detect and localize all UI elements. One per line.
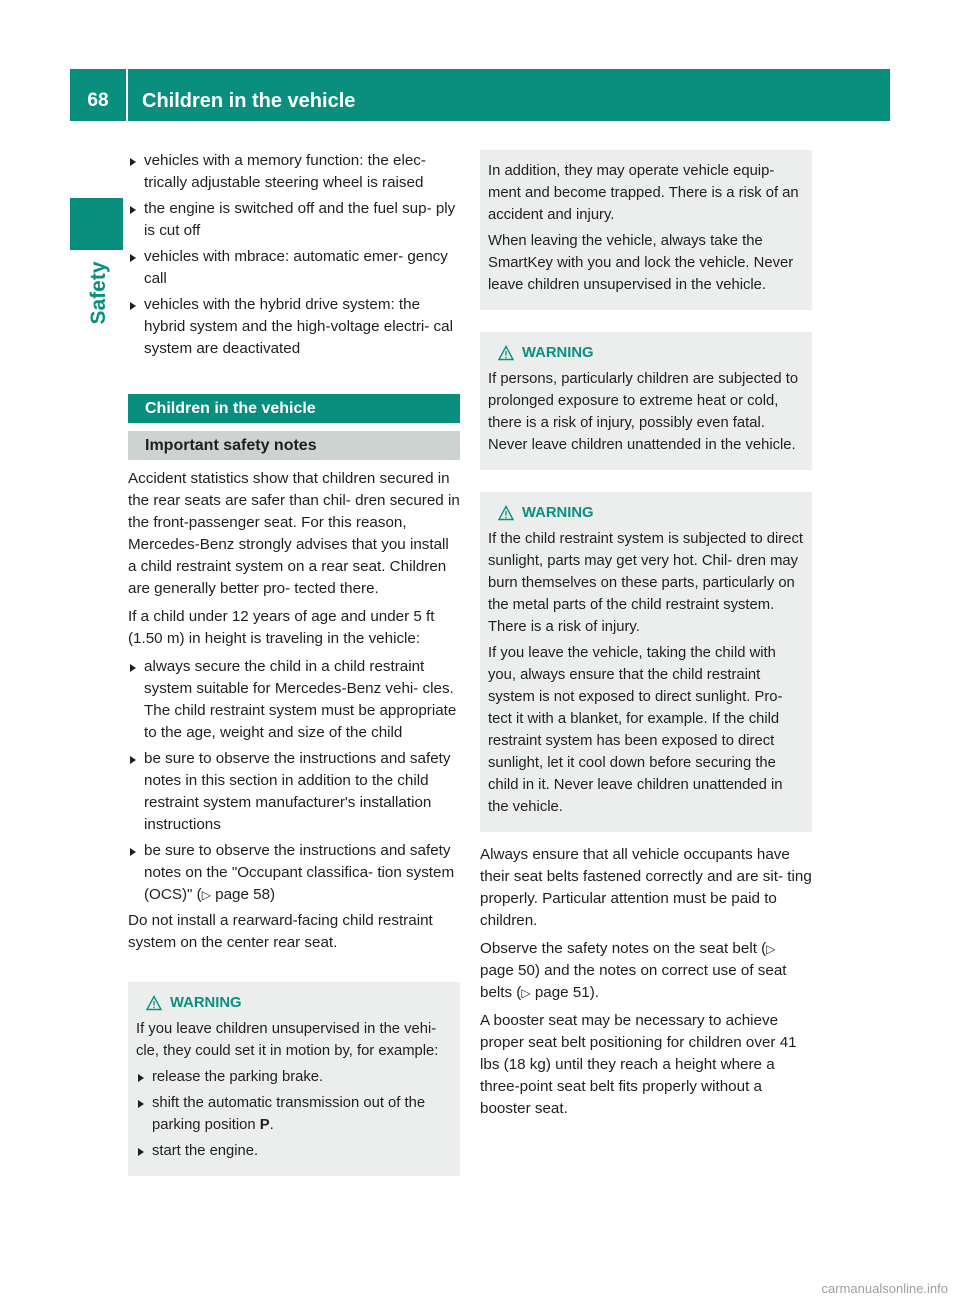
list-item: vehicles with mbrace: automatic emer- gency call xyxy=(128,246,460,290)
subsection-heading: Important safety notes xyxy=(128,431,460,460)
warning-triangle-icon xyxy=(146,995,162,1011)
warning-title: WARNING xyxy=(522,505,594,521)
side-section-label xyxy=(84,258,114,328)
warning-heading xyxy=(488,342,804,364)
side-tab-marker xyxy=(70,198,123,250)
warning-heading xyxy=(488,502,804,524)
warning-box xyxy=(480,492,812,832)
list-item: vehicles with the hybrid drive system: the hybrid system and the high-voltage electri- cal system are deactivated xyxy=(128,294,460,360)
body-text: Observe the safety notes on the seat belt ( xyxy=(480,940,767,957)
list-item xyxy=(128,840,460,906)
body-text: page 50) and the notes on correct use of seat belts ( xyxy=(480,962,787,1001)
body-text: page 51). xyxy=(530,984,599,1001)
list-item xyxy=(136,1092,452,1136)
body-paragraph: Accident statistics show that children secured in the rear seats are safer than chil- dren secured in the front-passenger seat. For this reason, Mercedes-Benz strongly advises that you install a child restraint system on a rear seat. Children are generally better pro- tected there. xyxy=(128,470,460,597)
body-paragraph: If a child under 12 years of age and under 5 ft (1.50 m) in height is traveling in the vehicle: xyxy=(128,608,435,647)
left-column xyxy=(128,150,460,1176)
header-title: Children in the vehicle xyxy=(142,90,356,112)
body-paragraph: Do not install a rearward-facing child restraint system on the center rear seat. xyxy=(128,912,433,951)
body-paragraph: Always ensure that all vehicle occupants have their seat belts fastened correctly and are sit- ting properly. Particular attention must be paid to children. xyxy=(480,846,812,929)
warning-text: If the child restraint system is subjected to direct sunlight, parts may get very hot. Chil- dren may burn themselves on these parts, particularly on the metal parts of the child restraint system. There is a risk of injury. xyxy=(488,531,803,635)
safety-bullet-list xyxy=(128,656,460,906)
body-paragraph: A booster seat may be necessary to achieve proper seat belt positioning for children over 41 lbs (18 kg) until they reach a height where a three-point seat belt fits properly without a booster seat. xyxy=(480,1012,797,1117)
list-item-text: . xyxy=(269,1117,274,1133)
warning-title: WARNING xyxy=(170,995,242,1011)
list-item: vehicles with a memory function: the elec- trically adjustable steering wheel is raised xyxy=(128,150,460,194)
section-heading: Children in the vehicle xyxy=(128,394,460,423)
warning-text: In addition, they may operate vehicle equip- ment and become trapped. There is a risk of an accident and injury. xyxy=(488,163,799,223)
page-reference-triangle-icon: ▷ xyxy=(201,888,211,902)
top-bullet-list xyxy=(128,150,460,360)
list-item-text: shift the automatic transmission out of the parking position xyxy=(152,1095,426,1133)
warning-text: When leaving the vehicle, always take the SmartKey with you and lock the vehicle. Never leave children unsupervised in the vehicle. xyxy=(488,233,794,293)
list-item: be sure to observe the instructions and safety notes in this section in addition to the child restraint system manufacturer's installation instructions xyxy=(128,748,460,836)
page-reference-triangle-icon: ▷ xyxy=(766,942,776,956)
warning-triangle-icon xyxy=(498,505,514,521)
right-column xyxy=(480,150,812,1126)
warning-bullet-list xyxy=(136,1066,452,1162)
list-item-text: page 58) xyxy=(210,886,276,903)
list-item: release the parking brake. xyxy=(136,1066,452,1088)
side-section-label-text: Safety xyxy=(87,261,110,325)
gear-position-label: P xyxy=(259,1117,270,1133)
header-divider xyxy=(126,69,128,121)
page-number: 68 xyxy=(87,90,109,111)
warning-text: If you leave the vehicle, taking the child with you, always ensure that the child restraint system is not exposed to direct sunlight. Pro- tect it with a blanket, for example. If the child restraint system has been exposed to direct sunlight, let it cool down before securing the child in it. Never leave children unattended in the vehicle. xyxy=(488,645,783,815)
page-header xyxy=(70,69,890,121)
list-item: always secure the child in a child restraint system suitable for Mercedes-Benz vehi- cles. The child restraint system must be appropriate to the age, weight and size of the child xyxy=(128,656,460,744)
warning-text: If you leave children unsupervised in the vehi- cle, they could set it in motion by, for example: xyxy=(136,1021,439,1059)
page-reference-triangle-icon: ▷ xyxy=(521,986,531,1000)
warning-title: WARNING xyxy=(522,345,594,361)
list-item: the engine is switched off and the fuel sup- ply is cut off xyxy=(128,198,460,242)
warning-box xyxy=(480,332,812,470)
warning-text: If persons, particularly children are subjected to prolonged exposure to extreme heat or cold, there is a risk of injury, possibly even fatal. Never leave children unattended in the vehicle. xyxy=(488,371,799,453)
watermark: carmanualsonline.info xyxy=(821,1281,948,1296)
list-item: start the engine. xyxy=(136,1140,452,1162)
warning-triangle-icon xyxy=(498,345,514,361)
warning-box-continued xyxy=(480,150,812,310)
list-item-text: be sure to observe the instructions and safety notes on the "Occupant classifica- tion system (OCS)" ( xyxy=(144,842,455,903)
warning-heading xyxy=(136,992,452,1014)
body-paragraph xyxy=(480,938,812,1004)
warning-box xyxy=(128,982,460,1176)
